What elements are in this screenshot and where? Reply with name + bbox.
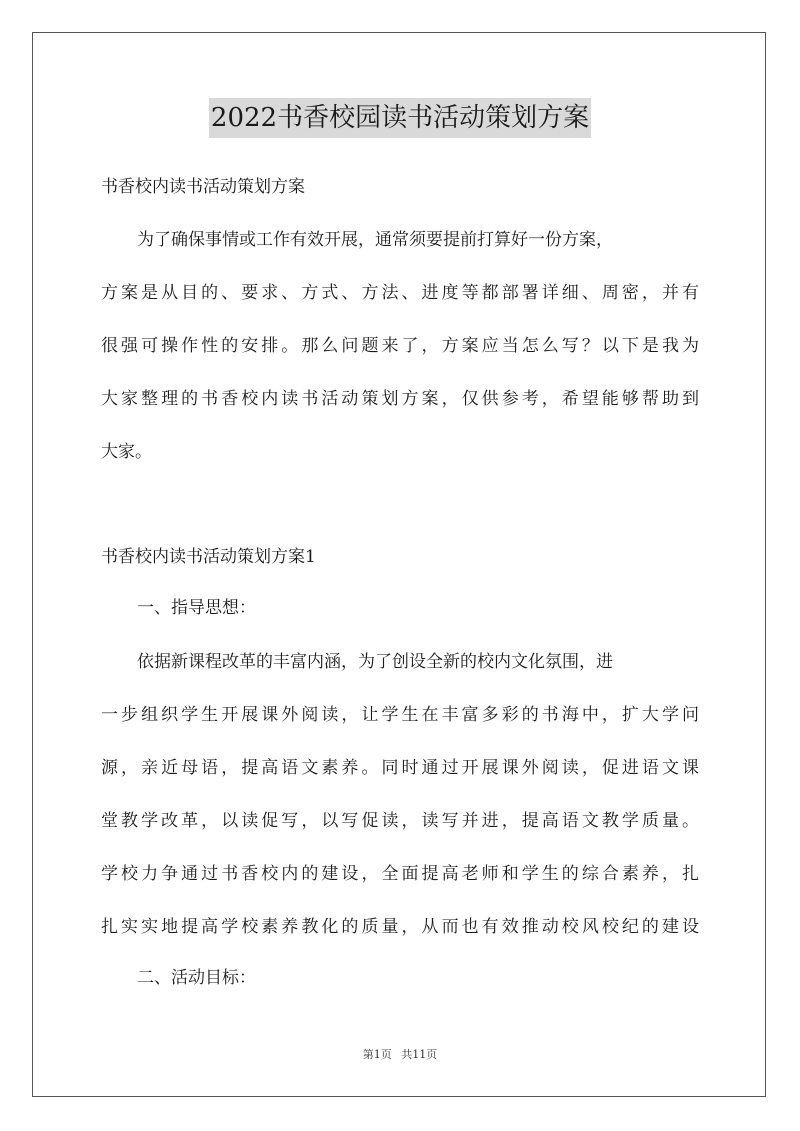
intro-line: 为了确保事情或工作有效开展，通常须要提前打算好一份方案， <box>137 230 613 250</box>
intro-line: 大家。 <box>101 442 152 462</box>
heading-guiding-principle: 一、指导思想： <box>137 598 256 618</box>
document-subtitle: 书香校内读书活动策划方案 <box>101 177 305 197</box>
page-total: 共11页 <box>401 1048 438 1061</box>
body-line: 扎实实地提高学校素养教化的质量，从而也有效推动校风校纪的建设 <box>101 917 699 937</box>
intro-line: 很强可操作性的安排。那么问题来了，方案应当怎么写？以下是我为 <box>101 336 699 356</box>
title-block <box>0 98 800 138</box>
body-line: 源，亲近母语，提高语文素养。同时通过开展课外阅读，促进语文课 <box>101 758 699 778</box>
body-line: 学校力争通过书香校内的建设，全面提高老师和学生的综合素养，扎 <box>101 864 699 884</box>
intro-line: 方案是从目的、要求、方式、方法、进度等都部署详细、周密，并有 <box>101 283 699 303</box>
intro-line: 大家整理的书香校内读书活动策划方案，仅供参考，希望能够帮助到 <box>101 389 699 409</box>
heading-activity-goals: 二、活动目标： <box>137 968 256 988</box>
body-line: 依据新课程改革的丰富内涵，为了创设全新的校内文化氛围，进 <box>137 652 613 672</box>
body-line: 堂教学改革，以读促写，以写促读，读写并进，提高语文教学质量。 <box>101 811 699 831</box>
page-footer <box>0 1046 800 1062</box>
section-title: 书香校内读书活动策划方案1 <box>101 547 316 567</box>
page-number: 第1页 <box>362 1048 392 1061</box>
document-title: 2022书香校园读书活动策划方案 <box>209 98 591 138</box>
body-line: 一步组织学生开展课外阅读，让学生在丰富多彩的书海中，扩大学问 <box>101 705 699 725</box>
